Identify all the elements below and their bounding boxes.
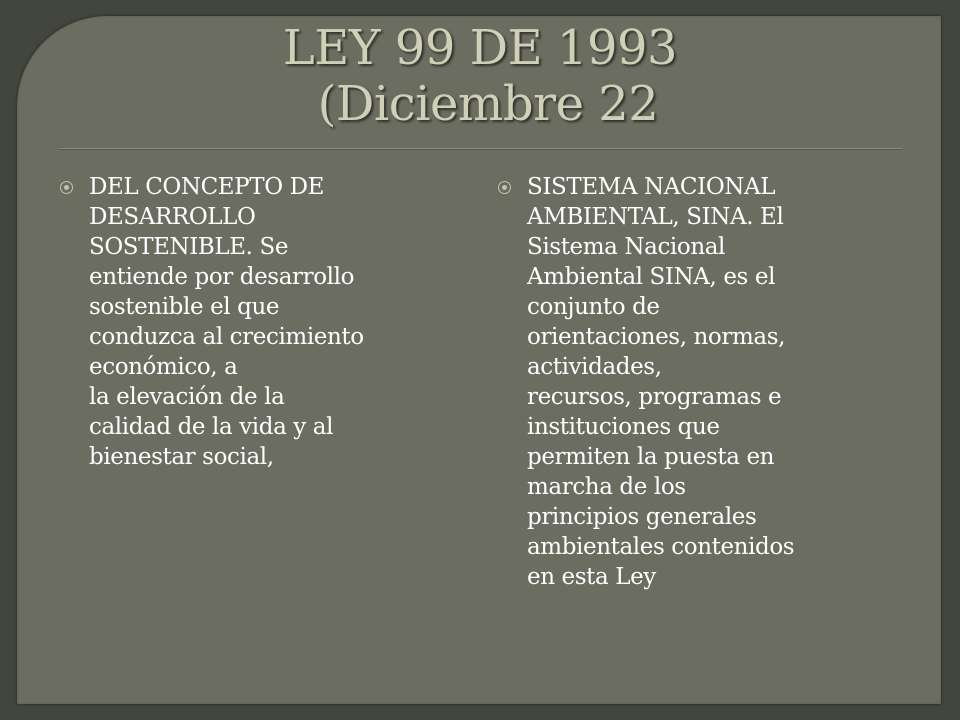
title-line-2: (Diciembre 22 <box>317 76 659 132</box>
left-column <box>60 172 460 472</box>
bullet-text: DEL CONCEPTO DE DESARROLLO SOSTENIBLE. Se entiende por desarrollo sostenible el que conduzca al crecimiento económico, a la elevación de la calidad de la vida y al bienestar social, <box>89 174 364 470</box>
bullet-item-desarrollo-sostenible <box>60 172 460 472</box>
bullet-text: SISTEMA NACIONAL AMBIENTAL, SINA. El Sistema Nacional Ambiental SINA, es el conjunto de orientaciones, normas, actividades, recursos, programas e instituciones que permiten la puesta en marcha de los principios generales ambientales contenidos en esta Ley <box>527 174 795 590</box>
bullet-icon <box>498 181 511 194</box>
right-column <box>498 172 908 592</box>
bullet-icon <box>60 181 73 194</box>
slide-title <box>0 20 960 132</box>
title-divider <box>61 148 902 149</box>
title-line-1: LEY 99 DE 1993 <box>282 20 678 76</box>
bullet-item-sistema-nacional-ambiental <box>498 172 908 592</box>
